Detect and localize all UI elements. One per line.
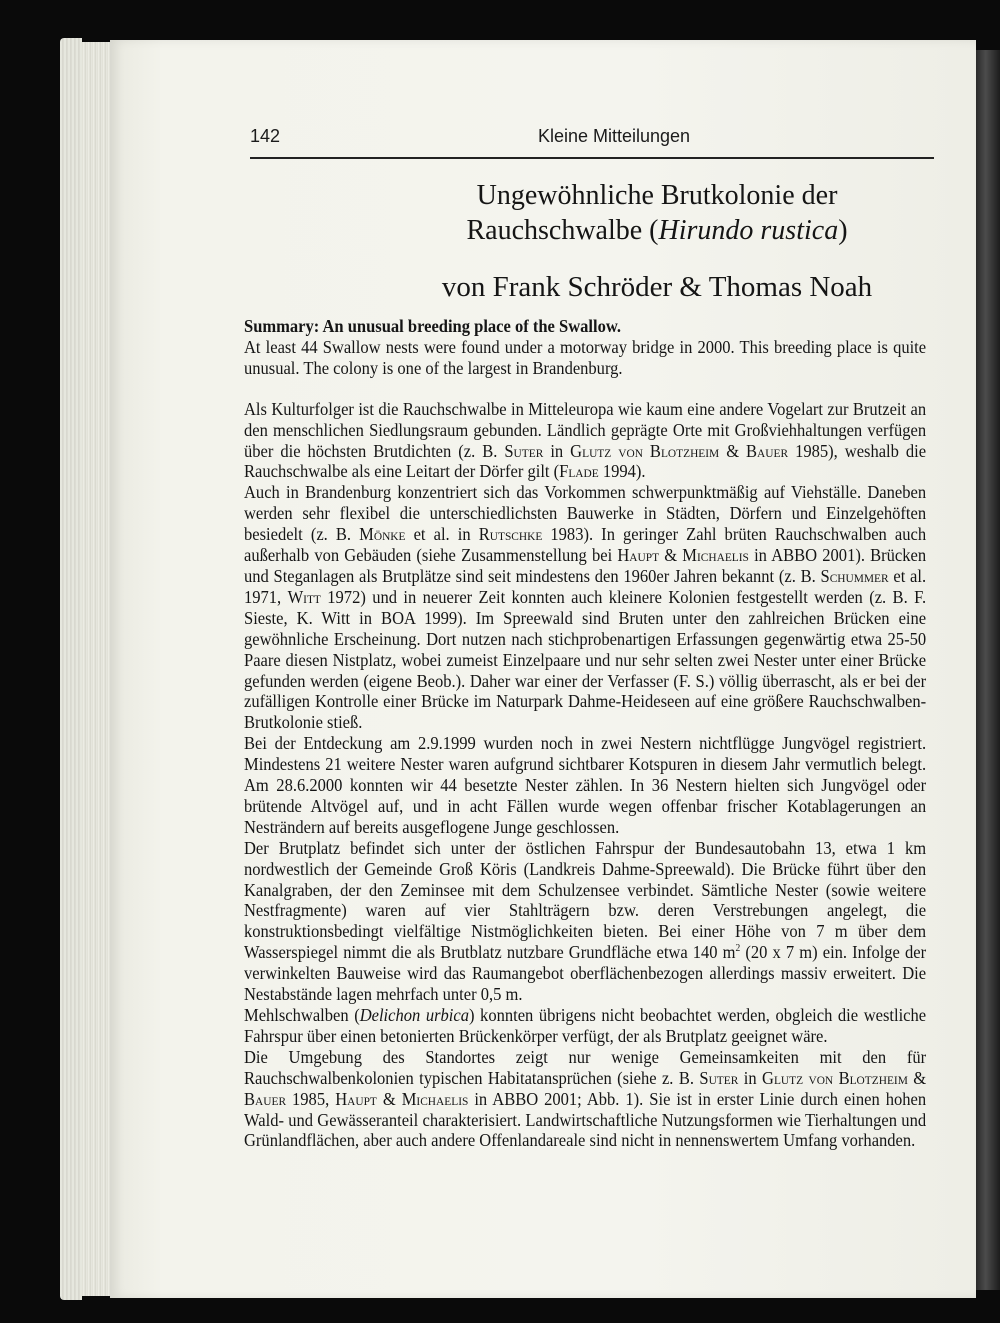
- paragraph-1: Als Kulturfolger ist die Rauchschwalbe in Mitteleuropa wie kaum eine andere Vogelart zur Brutzeit an den menschlichen Siedlungsraum gebunden. Ländlich geprägte Orte mit Großviehhaltungen verfügen über die höchsten Brutdichten (z. B. Suter in Glutz von Blotzheim & Bauer 1985), weshalb die Rauchschwalbe als eine Leitart der Dörfer gilt (Flade 1994).: [244, 398, 927, 482]
- paragraph-4: Der Brutplatz befindet sich unter der östlichen Fahrspur der Bundesautobahn 13, etwa 1 km nordwestlich der Gemeinde Groß Köris (Landkreis Dahme-Spreewald). Die Brücke führt über den Kanalgraben, der den Zeminsee mit dem Schulzensee verbindet. Sämtliche Nester (sowie weitere Nestfragmente) waren auf vier Stahlträgern bzw. deren Verstrebungen angelegt, die konstruktionsbedingt vielfältige Nistmöglichkeiten bieten. Bei einer Höhe von 7 m über dem Wasserspiegel nimmt die als Brutblatz nutzbare Grundfläche etwa 140 $m^2$ (20 x 7 m) ein. Infolge der verwinkelten Bauweise wird das Raumangebot oberflächenbezogen allerdings massiv erweitert. Die Nestabstände lagen mehrfach unter 0,5 m.: [244, 837, 927, 1005]
- book-page-edges: [60, 38, 82, 1300]
- article-title-block: [250, 178, 934, 304]
- page-number: 142: [250, 126, 281, 146]
- book-page-stack: [82, 42, 112, 1296]
- article-authors: von Frank Schröder & Thomas Noah: [441, 271, 873, 303]
- article-title-line-2: Rauchschwalbe (Hirundo rustica): [466, 215, 848, 246]
- summary-text: At least 44 Swallow nests were found under a motorway bridge in 2000. This breeding place is quite unusual. The colony is one of the largest in Brandenburg.: [244, 336, 927, 378]
- paragraph-5: Mehlschwalben (Delichon urbica) konnten übrigens nicht beobachtet werden, obgleich die westliche Fahrspur über einen betonierten Brückenkörper verfügt, der als Brutplatz geeignet wäre.: [244, 1005, 927, 1046]
- latin-species-name: Hirundo rustica: [658, 215, 839, 246]
- paragraph-6: Die Umgebung des Standortes zeigt nur wenige Gemeinsamkeiten mit den für Rauchschwalbenkolonien typischen Habitatansprüchen (siehe z. B. Suter in Glutz von Blotzheim & Bauer 1985, Haupt & Michaelis in ABBO 2001; Abb. 1). Sie ist in erster Linie durch einen hohen Wald- und Gewässeranteil charakterisiert. Landwirtschaftliche Nutzungsformen wie Tierhaltungen und Grünlandflächen, aber auch andere Offenlandareale sind nicht in nennenswertem Umfang vorhanden.: [244, 1046, 927, 1151]
- article-body: [244, 316, 926, 1151]
- running-title: Kleine Mitteilungen: [537, 126, 691, 146]
- header-rule: [250, 157, 934, 159]
- page-header: [250, 126, 934, 156]
- paragraph-2: Auch in Brandenburg konzentriert sich das Vorkommen schwerpunktmäßig auf Viehställe. Daneben werden sehr flexibel die unterschiedlichsten Bauwerke in Städten, Dörfern und Einzelgehöften besiedelt (z. B. Mönke et al. in Rutschke 1983). In geringer Zahl brüten Rauchschwalben auch außerhalb von Gebäuden (siehe Zusammenstellung bei Haupt & Michaelis in ABBO 2001). Brücken und Steganlagen als Brutplätze sind seit mindestens den 1960er Jahren bekannt (z. B. Schummer et al. 1971, Witt 1972) und in neuerer Zeit konnten auch kleinere Kolonien festgestellt werden (z. B. F. Sieste, K. Witt in BOA 1999). Im Spreewald sind Bruten unter den zahlreichen Brücken eine gewöhnliche Erscheinung. Dort nutzen nach stichprobenartigen Erfassungen gegenwärtig etwa 25-50 Paare diesen Nistplatz, wobei zumeist Einzelpaare und nur sehr selten zwei Nester unter einer Brücke gefunden werden (eigene Beob.). Daher war einer der Verfasser (F. S.) völlig überrascht, als er bei der zufälligen Kontrolle einer Brücke im Naturpark Dahme-Heideseen auf eine größere Rauchschwalben-Brutkolonie stieß.: [244, 482, 927, 733]
- facing-page-edge: [976, 50, 1000, 1290]
- article-title-line-1: Ungewöhnliche Brutkolonie der: [476, 180, 838, 211]
- summary-heading: Summary: An unusual breeding place of the Swallow.: [244, 316, 621, 336]
- paragraph-3: Bei der Entdeckung am 2.9.1999 wurden noch in zwei Nestern nichtflügge Jungvögel registriert. Mindestens 21 weitere Nester waren aufgrund sichtbarer Kotspuren in diesem Jahr vermutlich belegt. Am 28.6.2000 konnten wir 44 besetzte Nester zählen. In 36 Nestern hielten sich Jungvögel oder brütende Altvögel auf, und in acht Fällen wurde wegen offenbar frischer Kotablagerungen an Nesträndern auf bereits ausgeflogene Junge geschlossen.: [244, 733, 927, 837]
- latin-species-name: Delichon urbica: [359, 1005, 469, 1025]
